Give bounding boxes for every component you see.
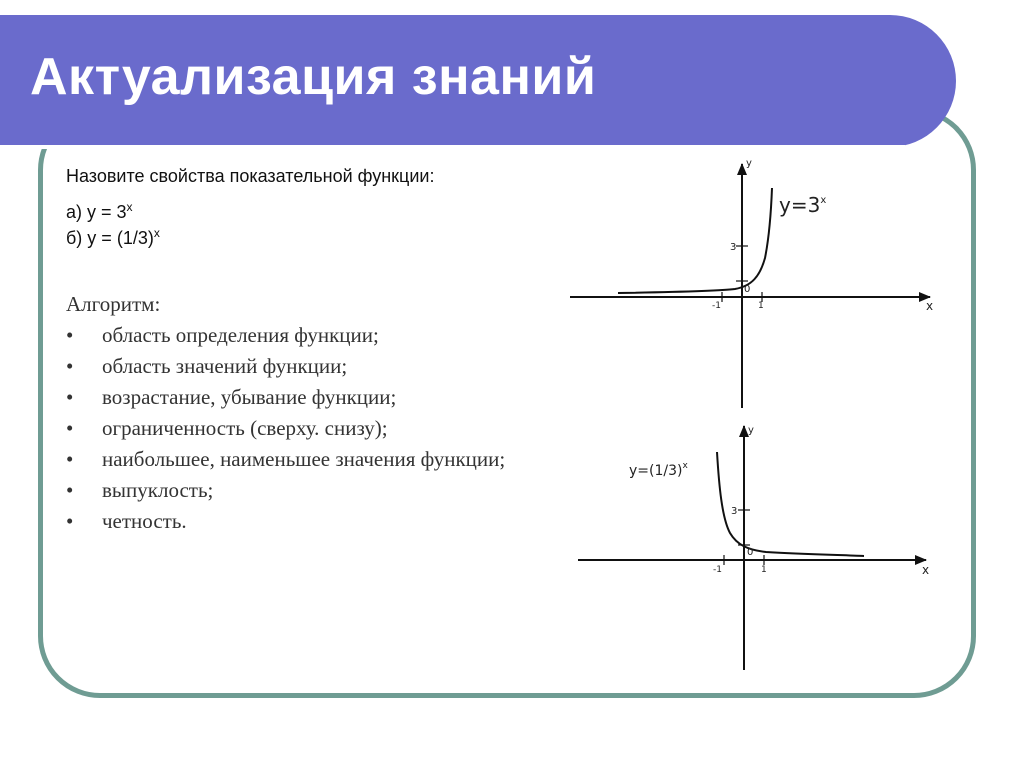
bullet-icon: • — [66, 354, 74, 378]
graph2-tick-neg: -1 — [713, 565, 722, 575]
function-b — [66, 228, 160, 249]
bullet-icon: • — [66, 385, 74, 409]
graph-exponential-decay — [570, 420, 960, 675]
function-a-text: а) у = 3 — [66, 202, 127, 222]
bullet-icon: • — [66, 416, 74, 440]
algorithm-item — [66, 351, 505, 382]
function-a-exponent: х — [126, 200, 133, 214]
bullet-icon: • — [66, 447, 74, 471]
graph1-axis-y-label: у — [746, 158, 752, 169]
graph2-label-text: у=(1/3) — [629, 463, 683, 479]
graph2-axis-y-label: у — [748, 425, 754, 436]
algorithm-item — [66, 444, 505, 475]
graph2-label-exponent: х — [682, 461, 688, 471]
banner-underline — [0, 145, 905, 149]
algorithm-item — [66, 320, 505, 351]
algorithm-item-text: ограниченность (сверху. снизу); — [102, 416, 388, 440]
graph-exponential-growth — [560, 150, 960, 415]
algorithm-item-text: возрастание, убывание функции; — [102, 385, 397, 409]
graph2-axis-x-label: х — [922, 563, 930, 577]
algorithm-item-text: область значений функции; — [102, 354, 348, 378]
graph1-tick-neg: -1 — [712, 301, 721, 311]
graph1-axis-x-label: х — [926, 299, 934, 313]
curve-one-third-pow-x — [717, 452, 864, 556]
algorithm-item-text: область определения функции; — [102, 323, 379, 347]
function-b-exponent: х — [153, 226, 160, 240]
function-b-text: б) у = (1/3) — [66, 228, 154, 248]
graph1-origin: 0 — [744, 284, 751, 295]
task-question: Назовите свойства показательной функции: — [66, 166, 435, 186]
bullet-icon: • — [66, 509, 74, 533]
graph2-origin: 0 — [747, 547, 754, 558]
algorithm-item — [66, 382, 505, 413]
bullet-icon: • — [66, 478, 74, 502]
algorithm-item — [66, 475, 505, 506]
graph1-label-text: у=3 — [779, 193, 821, 217]
algorithm-list — [66, 320, 505, 537]
graph1-label — [779, 193, 826, 217]
algorithm-item-text: выпуклость; — [102, 478, 214, 502]
curve-3-pow-x — [618, 188, 772, 293]
graph2-tick-y: 3 — [731, 506, 738, 517]
graph1-label-exponent: х — [820, 195, 827, 206]
algorithm-item-text: четность. — [102, 509, 187, 533]
algorithm-item — [66, 413, 505, 444]
graph1-tick-y: 3 — [730, 242, 737, 253]
bullet-icon: • — [66, 323, 74, 347]
algorithm-heading: Алгоритм: — [66, 292, 161, 316]
function-a — [66, 202, 133, 223]
algorithm-item — [66, 506, 505, 537]
slide-title: Актуализация знаний — [30, 48, 597, 106]
graph2-label — [629, 461, 688, 479]
graph1-tick-pos: 1 — [758, 301, 764, 311]
graph2-tick-pos: 1 — [761, 565, 767, 575]
algorithm-item-text: наибольшее, наименьшее значения функции; — [102, 447, 506, 471]
